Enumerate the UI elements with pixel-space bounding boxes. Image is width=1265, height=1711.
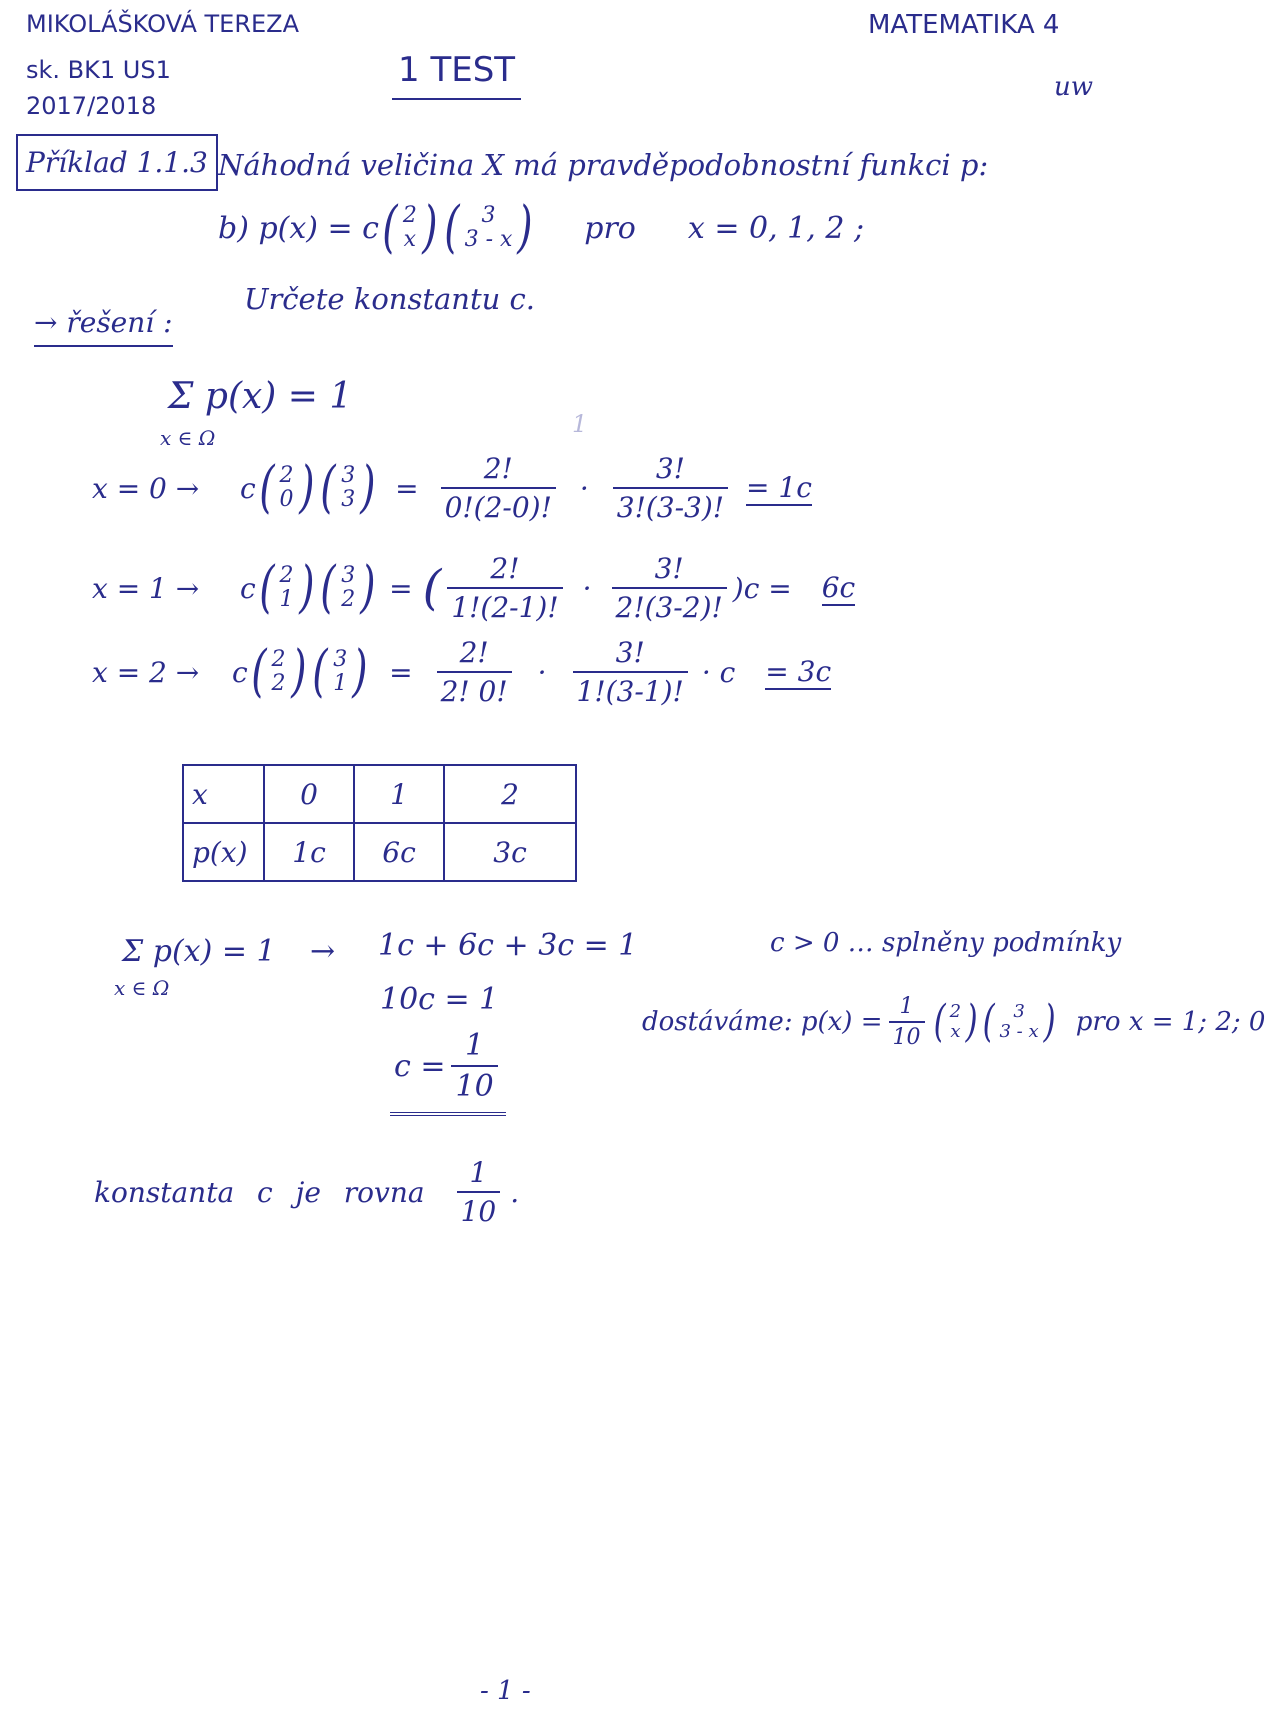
- fraction-numerator: 3!: [655, 452, 685, 485]
- pro-word: pro: [584, 210, 636, 246]
- table-cell: 2: [444, 765, 576, 823]
- table-cell: 1: [354, 765, 444, 823]
- binom-top: 2: [279, 462, 294, 488]
- fraction-denominator: 2!(3-2)!: [612, 587, 727, 624]
- calc-row-x1: x = 1 → c ( 2 1 ) ( 3 2 ) = ( $\frac{2!}{1!(2-1)!}$ · $\frac{3!}{2!(3-2)!}$ )c = 6c: [92, 552, 856, 624]
- implies-arrow: →: [310, 934, 336, 969]
- row-dot: ·: [582, 571, 592, 605]
- row-fraction-2: [573, 636, 688, 708]
- row-fraction-1: [437, 636, 512, 708]
- fraction-denominator: 2! 0!: [437, 671, 512, 708]
- binom-bottom: 3 - x: [999, 1021, 1039, 1042]
- result-suffix: pro x = 1; 2; 0: [1075, 1007, 1265, 1037]
- table-cell: 3c: [444, 823, 576, 881]
- table-cell: 6c: [354, 823, 444, 881]
- fraction-numerator: 1: [469, 1156, 488, 1189]
- row-dot: ·: [579, 471, 589, 505]
- binom-top: 3: [341, 462, 356, 488]
- row-binom-1: ( 2 0 ): [258, 455, 315, 520]
- subject-title: MATEMATIKA 4: [868, 10, 1060, 40]
- formula-part: b) p(x) = c: [218, 210, 379, 246]
- fraction-numerator: 2!: [459, 636, 489, 669]
- problem-label-box: [16, 134, 218, 191]
- conclusion-text: konstanta c je rovna: [94, 1175, 425, 1209]
- table-header-label: x: [183, 765, 264, 823]
- binom-bottom: 1: [333, 671, 348, 696]
- group-label: sk. BK1 US1: [26, 56, 171, 84]
- sum2-expression: Σ p(x) = 1: [122, 934, 276, 969]
- binom-bottom: x: [403, 227, 417, 252]
- stray-mark: 1: [572, 410, 588, 438]
- calc-row-x0: [92, 452, 812, 524]
- fraction-numerator: 1: [899, 994, 914, 1019]
- conclusion-fraction: [457, 1156, 501, 1228]
- result-binom-2: ( 3 3 - x ): [982, 996, 1056, 1047]
- row-lhs: x = 2 →: [92, 655, 200, 689]
- fraction-numerator: 3!: [615, 636, 645, 669]
- binom-bottom: 3 - x: [464, 227, 513, 252]
- result-binom-1: ( 2 x ): [933, 996, 978, 1047]
- fraction-denominator: 10: [457, 1191, 501, 1228]
- row-binom-2: ( 3 3 ): [320, 455, 376, 520]
- student-name: MIKOLÁŠKOVÁ TEREZA: [26, 10, 300, 38]
- table-row: [183, 823, 576, 881]
- row-eq: =: [389, 655, 413, 689]
- calc-row-x2: [92, 636, 831, 708]
- equation-3: [394, 1028, 504, 1104]
- domain-values: x = 0, 1, 2 ;: [687, 210, 865, 246]
- problem-task: Určete konstantu c.: [244, 282, 535, 316]
- row-c: c: [232, 655, 248, 689]
- school-year: 2017/2018: [26, 92, 157, 120]
- equation-3-lhs: c =: [394, 1048, 446, 1084]
- sum-expression: Σ p(x) = 1: [168, 376, 353, 417]
- binom-bottom: 2: [341, 587, 356, 612]
- fraction-numerator: 3!: [654, 552, 684, 585]
- page-number: - 1 -: [480, 1676, 531, 1706]
- fraction-numerator: 1: [465, 1028, 485, 1063]
- binom-top: 3: [481, 202, 496, 228]
- binom-top: 2: [271, 646, 286, 672]
- row-eq: =: [389, 571, 413, 605]
- row-eq: =: [395, 471, 419, 505]
- binom-top: 3: [333, 646, 348, 672]
- row-c: c: [240, 571, 256, 605]
- fraction-denominator: 1!(3-1)!: [573, 671, 688, 708]
- test-title: 1 TEST: [392, 50, 521, 100]
- result-formula: [642, 994, 1265, 1050]
- sum2-subscript: x ∈ Ω: [114, 976, 170, 1000]
- row-binom-2: ( 3 2 ): [320, 555, 376, 620]
- probability-table: [182, 764, 577, 882]
- result-prefix: dostáváme: p(x) =: [642, 1007, 883, 1037]
- row-result: = 1c: [746, 470, 812, 504]
- binom-3-3x: ( 3 3 - x ): [443, 195, 533, 260]
- fraction-denominator: 0!(2-0)!: [441, 487, 556, 524]
- binom-top: 2: [279, 562, 294, 588]
- binom-bottom: 2: [271, 671, 286, 696]
- final-double-underline: [390, 1108, 506, 1116]
- fraction-numerator: 2!: [483, 452, 513, 485]
- row-fraction-1: [441, 452, 556, 524]
- binom-top: 2: [949, 1001, 962, 1023]
- conclusion: konstanta c je rovna $\frac{1}{10}$ .: [94, 1156, 520, 1228]
- binom-bottom: x: [950, 1021, 961, 1042]
- table-cell: 0: [264, 765, 354, 823]
- binom-bottom: 3: [341, 487, 356, 512]
- problem-label: Příklad 1.1.3: [26, 146, 208, 179]
- solution-heading: → řešení :: [34, 306, 173, 347]
- binom-2-x: ( 2 x ): [382, 195, 438, 260]
- row-result: 6c: [821, 570, 856, 604]
- row-fraction-2: [612, 552, 727, 624]
- binom-bottom: 0: [279, 487, 294, 512]
- fraction-numerator: 2!: [490, 552, 520, 585]
- row-fraction-2: [613, 452, 728, 524]
- equation-1: 1c + 6c + 3c = 1: [378, 928, 638, 963]
- sum-subscript: x ∈ Ω: [160, 426, 216, 450]
- row-binom-1: ( 2 1 ): [258, 555, 315, 620]
- fraction-denominator: 3!(3-3)!: [613, 487, 728, 524]
- row-fraction-1: [447, 552, 562, 624]
- row-result: = 3c: [765, 654, 832, 688]
- row-c: c: [240, 471, 256, 505]
- fraction-denominator: 10: [451, 1065, 497, 1104]
- table-row: [183, 765, 576, 823]
- result-fraction: [889, 994, 925, 1050]
- row-binom-1: ( 2 2 ): [250, 639, 307, 704]
- row-dot: ·: [537, 655, 547, 689]
- row-lhs: x = 1 →: [92, 571, 200, 605]
- row-lhs: x = 0 →: [92, 471, 200, 505]
- fraction-denominator: 1!(2-1)!: [447, 587, 562, 624]
- initials: uw: [1054, 72, 1093, 102]
- equation-2: 10c = 1: [380, 982, 499, 1017]
- condition-note: c > 0 … splněny podmínky: [770, 928, 1122, 958]
- table-cell: 1c: [264, 823, 354, 881]
- binom-top: 3: [341, 562, 356, 588]
- table-row-label: p(x): [183, 823, 264, 881]
- problem-statement: Náhodná veličina X má pravděpodobnostní funkci p:: [218, 148, 989, 182]
- fraction-denominator: 10: [889, 1021, 925, 1050]
- problem-formula: [218, 195, 865, 260]
- row-tail: )c =: [732, 571, 792, 605]
- row-binom-2: ( 3 1 ): [312, 639, 368, 704]
- equation-3-fraction: [451, 1028, 497, 1104]
- binom-bottom: 1: [279, 587, 294, 612]
- row-tail: · c: [701, 655, 736, 689]
- binom-top: 2: [402, 202, 417, 228]
- binom-top: 3: [1013, 1001, 1025, 1023]
